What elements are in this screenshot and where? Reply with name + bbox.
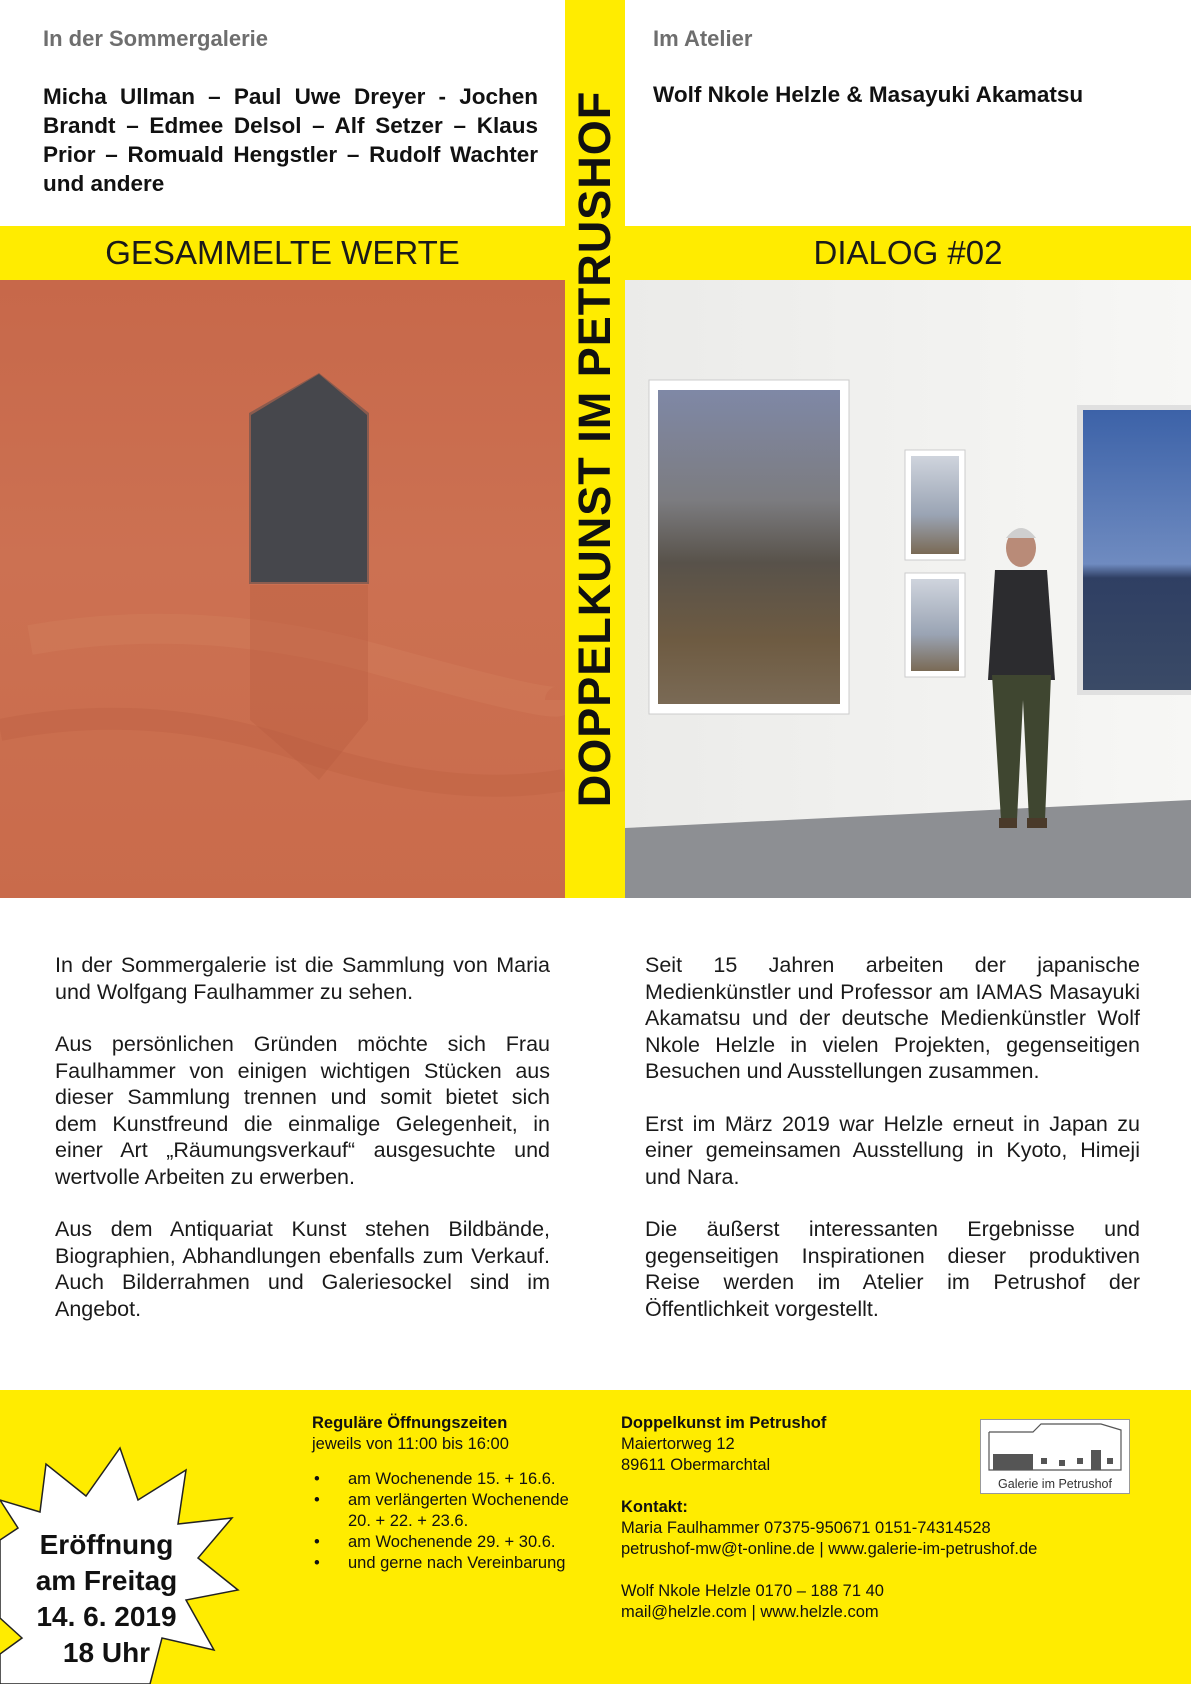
contact-1: Maria Faulhammer 07375-950671 0151-74314528	[621, 1519, 991, 1537]
building-icon	[981, 1420, 1129, 1476]
left-artist-list: Micha Ullman – Paul Uwe Dreyer - Jochen Brandt – Edmee Delsol – Alf Setzer – Klaus Prior – Romuald Hengstler – Rudolf Wachter und andere	[43, 84, 538, 196]
left-subtitle: In der Sommergalerie	[43, 26, 268, 51]
opening-line: am Freitag	[35, 1565, 178, 1596]
hours-regular: jeweils von 11:00 bis 16:00	[312, 1435, 509, 1453]
contact-2: Wolf Nkole Helzle 0170 – 188 71 40	[621, 1582, 884, 1600]
left-paragraph: Aus persönlichen Gründen möchte sich Frau Faulhammer von einigen wichtigen Stücken aus dieser Sammlung trennen und somit bietet sich dem Kunstfreund die einmalige Gelegenheit, in einer Art „Räumungsverkauf“ ausgesuchte und wertvolle Arbeiten zu erwerben.	[55, 1032, 550, 1189]
contact-2-web[interactable]: mail@helzle.com | www.helzle.com	[621, 1603, 879, 1621]
left-artwork-image	[0, 280, 565, 898]
right-subtitle: Im Atelier	[653, 26, 753, 51]
right-paragraph: Die äußerst interessanten Ergebnisse und gegenseitigen Inspirationen dieser produktiven Reise werden im Atelier im Petrushof der Öffentlichkeit vorgestellt.	[645, 1217, 1140, 1321]
right-title-band	[625, 226, 1191, 280]
opening-time: 18 Uhr	[62, 1637, 151, 1668]
opening-date: 14. 6. 2019	[36, 1601, 177, 1632]
hours-item: • am verlängerten Wochenende 20. + 22. + 23.6.	[312, 1490, 582, 1532]
hours-item: • am Wochenende 29. + 30.6.	[312, 1532, 582, 1553]
hours-item: • und gerne nach Vereinbarung	[312, 1553, 582, 1574]
venue-city: 89611 Obermarchtal	[621, 1456, 771, 1474]
gallery-logo	[980, 1419, 1130, 1494]
hours-title: Reguläre Öffnungszeiten	[312, 1414, 508, 1432]
venue-street: Maiertorweg 12	[621, 1435, 735, 1453]
left-title-band	[0, 226, 565, 280]
right-band-title: DIALOG #02	[813, 234, 1003, 271]
opening-hours	[312, 1413, 582, 1574]
right-paragraph: Seit 15 Jahren arbeiten der japanische Medienkünstler und Professor am IAMAS Masayuki Akamatsu und der deutsche Medienkünstler Wolf Nkole Helzle in vielen Projekten, gegenseitigen Besuchen und Ausstellungen zusammen.	[645, 953, 1140, 1083]
right-paragraph: Erst im März 2019 war Helzle erneut in Japan zu einer gemeinsamen Ausstellung in Kyoto, Himeji und Nara.	[645, 1111, 1140, 1189]
left-band-title: GESAMMELTE WERTE	[105, 234, 460, 271]
left-body-text	[55, 952, 550, 1348]
right-artist-list: Wolf Nkole Helzle & Masayuki Akamatsu	[653, 82, 1084, 107]
opening-line: Eröffnung	[39, 1529, 174, 1560]
opening-badge-text	[0, 1527, 213, 1671]
contact-label: Kontakt:	[621, 1498, 688, 1516]
vertical-title: DOPPELKUNST IM PETRUSHOF	[569, 90, 620, 808]
venue-name: Doppelkunst im Petrushof	[621, 1414, 827, 1432]
left-paragraph: In der Sommergalerie ist die Sammlung von Maria und Wolfgang Faulhammer zu sehen.	[55, 953, 550, 1004]
logo-text: Galerie im Petrushof	[998, 1477, 1112, 1491]
right-body-text	[645, 952, 1140, 1348]
hours-item: • am Wochenende 15. + 16.6.	[312, 1469, 582, 1490]
hours-list	[312, 1469, 582, 1574]
house-shape	[251, 374, 367, 582]
right-gallery-photo	[625, 280, 1191, 898]
contact-1-web[interactable]: petrushof-mw@t-online.de | www.galerie-im-petrushof.de	[621, 1540, 1038, 1558]
left-paragraph: Aus dem Antiquariat Kunst stehen Bildbände, Biographien, Abhandlungen ebenfalls zum Verkauf. Auch Bilderrahmen und Galeriesockel sind im Angebot.	[55, 1217, 550, 1321]
